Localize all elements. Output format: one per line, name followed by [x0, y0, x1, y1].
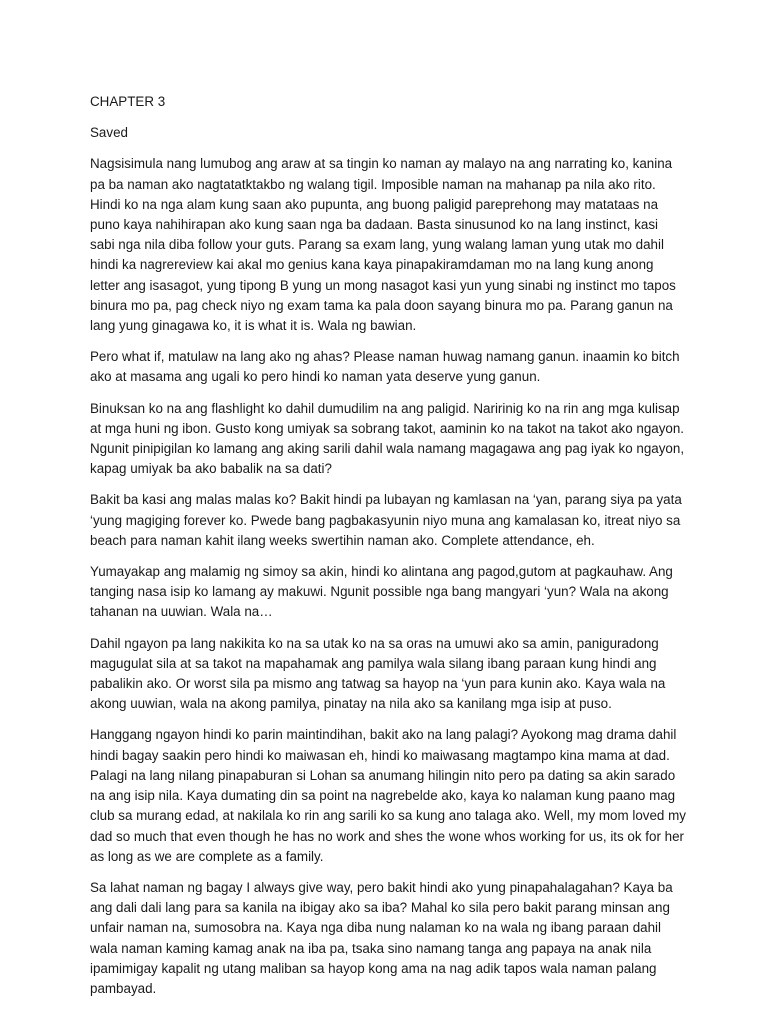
- document-page: [90, 92, 686, 1010]
- paragraph-5: Yumayakap ang malamig ng simoy sa akin, hindi ko alintana ang pagod,gutom at pagkauhaw. Ang tanging nasa isip ko lamang ay makuwi. Ngunit possible nga bang mangyari ‘yun? Wala na akong tahanan na uuwian. Wala na…: [90, 564, 673, 620]
- paragraph-6: Dahil ngayon pa lang nakikita ko na sa utak ko na sa oras na umuwi ako sa amin, paniguradong magugulat sila at sa takot na mapahamak ang pamilya wala silang ibang paraan kung hindi ang pabalikin ako. Or worst sila pa mismo ang tatwag sa hayop na ‘yun para kunin ako. Kaya wala na akong uuwian, wala na akong pamilya, pinatay na nila ako sa kanilang mga isip at puso.: [90, 635, 666, 712]
- paragraph-7: Hanggang ngayon hindi ko parin maintindihan, bakit ako na lang palagi? Ayokong mag drama dahil hindi bagay saakin pero hindi ko maiwasan eh, hindi ko maiwasang magtampo kina mama at dad. Palagi na lang nilang pinapaburan si Lohan sa anumang hilingin nito pero pa dating sa akin sarado na ang isip nila. Kaya dumating din sa point na nagrebelde ako, kaya ko nalaman kung paano mag club sa murang edad, at nakilala ko rin ang sarili ko sa kung ano talaga ako. Well, my mom loved my dad so much that even though he has no work and shes the wone whos working for us, its ok for her as long as we are complete as a family.: [90, 727, 686, 864]
- chapter-subtitle: Saved: [90, 125, 128, 141]
- chapter-heading: CHAPTER 3: [90, 94, 166, 109]
- paragraph-1: Nagsisimula nang lumubog ang araw at sa tingin ko naman ay malayo na ang narrating ko, kanina pa ba naman ako nagtatatktakbo ng walang tigil. Imposible naman na mahanap pa nila ako rito. Hindi ko na nga alam kung saan ako pupunta, ang buong paligid pareprehong may matataas na puno kaya nahihirapan ako kung saan nga ba dadaan. Basta sinusunod ko na lang instinct, kasi sabi nga nila diba follow your guts. Parang sa exam lang, yung walang laman yung utak mo dahil hindi ka nagrereview kai akal mo genius kana kaya pinapakiramdaman mo na lang kung anong letter ang isasagot, yung tipong B yung un mong nasagot kasi yun yung sinabi ng instinct mo tapos binura mo pa, pag check niyo ng exam tama ka pala doon sayang binura mo pa. Parang ganun na lang yung ginagawa ko, it is what it is. Wala ng bawian.: [90, 156, 676, 334]
- paragraph-8: Sa lahat naman ng bagay I always give way, pero bakit hindi ako yung pinapahalagahan? Kaya ba ang dali dali lang para sa kanila na ibigay ako sa iba? Mahal ko sila pero bakit parang minsan ang unfair naman na, sumosobra na. Kaya nga diba nung nalaman ko na wala ng ibang paraan dahil wala naman kaming kamag anak na iba pa, tsaka sino namang tanga ang papaya na anak nila ipamimigay kapalit ng utang maliban sa hayop kong ama na nag adik tapos wala naman palang pambayad.: [90, 879, 673, 996]
- paragraph-3: Binuksan ko na ang flashlight ko dahil dumudilim na ang paligid. Naririnig ko na rin ang mga kulisap at mga huni ng ibon. Gusto kong umiyak sa sobrang takot, aaminin ko na takot na takot ako ngayon. Ngunit pinipigilan ko lamang ang aking sarili dahil wala namang magagawa ang pag iyak ko ngayon, kapag umiyak ba ako babalik na sa dati?: [90, 400, 685, 477]
- paragraph-4: Bakit ba kasi ang malas malas ko? Bakit hindi pa lubayan ng kamlasan na ‘yan, parang siya pa yata ‘yung magiging forever ko. Pwede bang pagbakasyunin niyo muna ang kamalasan ko, itreat niyo sa beach para naman kahit ilang weeks swertihin naman ako. Complete attendance, eh.: [90, 492, 682, 548]
- paragraph-2: Pero what if, matulaw na lang ako ng ahas? Please naman huwag namang ganun. inaamin ko bitch ako at masama ang ugali ko pero hindi ko naman yata deserve yung ganun.: [90, 349, 680, 385]
